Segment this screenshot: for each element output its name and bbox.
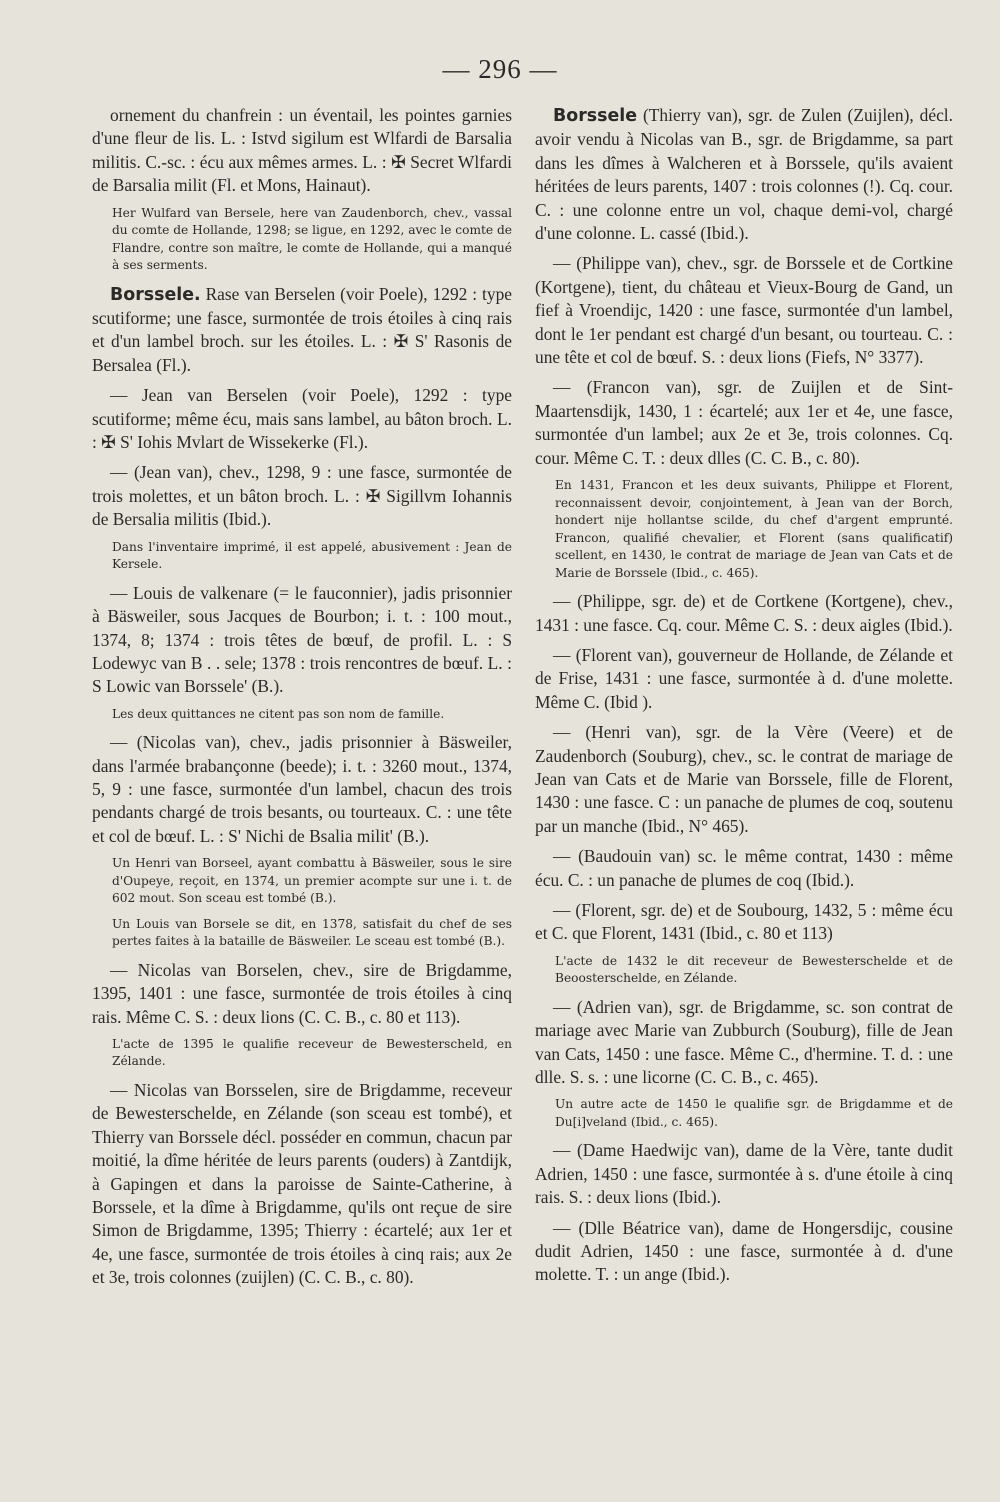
entry-text: L'acte de 1432 le dit receveur de Bewesterschelde et de Beoosterschelde, en Zélande.	[555, 953, 953, 986]
footnote-paragraph	[92, 1036, 512, 1071]
entry-text: — (Florent, sgr. de) et de Soubourg, 1432, 5 : même écu et C. que Florent, 1431 (Ibid., c. 80 et 113)	[535, 899, 953, 944]
entry-text: — (Francon van), sgr. de Zuijlen et de Sint-Maartensdijk, 1430, 1 : écartelé; aux 1er et 4e, une fasce, surmontée d'un lambel; aux 2e et 3e, trois colonnes. Cq. cour. Même C. T. : deux dlles (C. C. B., c. 80).	[535, 377, 953, 468]
entry-text: En 1431, Francon et les deux suivants, Philippe et Florent, reconnaissent devoir, conjointement, à Jean van der Borch, hondert nije hollantse scilde, du chef d'argent emprunté. Francon, qualifié chevalier, et Florent (sans qualificatif) scellent, en 1430, le contrat de mariage de Jean van Cats et de Marie de Borssele (Ibid., c. 465).	[555, 478, 953, 580]
footnote-paragraph	[92, 855, 512, 908]
entry-text: — (Dlle Béatrice van), dame de Hongersdijc, cousine dudit Adrien, 1450 : une fasce, surmontée à d. d'une molette. T. : un ange (Ibid.).	[535, 1217, 953, 1285]
entry-text: — Louis de valkenare (= le fauconnier), jadis prisonnier à Bäsweiler, sous Jacques de Bourbon; i. t. : 100 mout., 1374, 8; 1374 : trois têtes de bœuf, de profil. L. : S Lodewyc van B . . sele; 1378 : trois rencontres de bœuf. L. : S Lowic van Borssele' (B.).	[92, 582, 512, 697]
footnote-paragraph	[92, 205, 512, 275]
footnote-paragraph	[535, 953, 953, 988]
entry-headword: Borssele.	[110, 284, 201, 305]
entry-text: Un Louis van Borsele se dit, en 1378, satisfait du chef de ses pertes faites à la bataille de Bäsweiler. Le sceau est tombé (B.).	[112, 916, 512, 949]
entry-text: — (Dame Haedwijc van), dame de la Vère, tante dudit Adrien, 1450 : une fasce, surmontée à s. d'une étoile à cinq rais. S. : deux lions (Ibid.).	[535, 1140, 953, 1208]
entry-text: ornement du chanfrein : un éventail, les pointes garnies d'une fleur de lis. L. : Istvd sigilum est Wlfardi de Barsalia militis. C.-sc. : écu aux mêmes armes. L. : ✠ Secret Wlfardi de Barsalia milit (Fl. et Mons, Hainaut).	[92, 105, 512, 196]
entry-text: — Nicolas van Borsselen, sire de Brigdamme, receveur de Bewesterschelde, en Zélande (son sceau est tombé), et Thierry van Borssele décl. posséder en commun, chacun par moitié, la dîme héritée de leurs parents (ouders) à Zantdijk, à Gapingen et dans la paroisse de Sainte-Catherine, à Borssele, et la dîme à Brigdamme, qu'ils ont reçue de sire Simon de Brigdamme, 1395; Thierry : écartelé; aux 1er et 4e, une fasce, surmontée de trois étoiles à cinq rais; aux 2e et 3e, trois colonnes (zuijlen) (C. C. B., c. 80).	[92, 1079, 512, 1288]
footnote-paragraph	[92, 916, 512, 951]
entry-paragraph	[535, 252, 953, 369]
entry-text: Les deux quittances ne citent pas son nom de famille.	[112, 706, 445, 721]
entry-text: — (Jean van), chev., 1298, 9 : une fasce, surmontée de trois molettes, et un bâton broch. L. : ✠ Sigillvm Iohannis de Bersalia militis (Ibid.).	[92, 462, 512, 530]
entry-text: — (Baudouin van) sc. le même contrat, 1430 : même écu. C. : un panache de plumes de coq (Ibid.).	[535, 846, 953, 890]
entry-paragraph	[535, 721, 953, 838]
entry-text: — (Nicolas van), chev., jadis prisonnier à Bäsweiler, dans l'armée brabançonne (beede); i. t. : 3260 mout., 1374, 5, 9 : une fasce, surmontée d'un lambel, chacun des trois pendants chargé de trois besants, ou tourteaux. C. : une tête et col de bœuf. L. : S' Nichi de Bsalia milit' (B.).	[92, 732, 512, 846]
left-column	[92, 104, 512, 1297]
footnote-paragraph	[535, 477, 953, 582]
entry-paragraph	[535, 1217, 953, 1287]
entry-paragraph	[535, 644, 953, 714]
entry-text: — Nicolas van Borselen, chev., sire de Brigdamme, 1395, 1401 : une fasce, surmontée de trois étoiles à cinq rais. Même C. S. : deux lions (C. C. B., c. 80 et 113).	[92, 959, 512, 1027]
entry-paragraph	[535, 1139, 953, 1209]
entry-text: Un autre acte de 1450 le qualifie sgr. de Brigdamme et de Du[i]veland (Ibid., c. 465).	[555, 1097, 953, 1129]
entry-text: Rase van Berselen (voir Poele), 1292 : type scutiforme; une fasce, surmontée de trois étoiles à cinq rais et d'un lambel broch. sur les étoiles. L. : ✠ S' Rasonis de Bersalea (Fl.).	[92, 283, 512, 375]
entry-text: Un Henri van Borseel, ayant combattu à Bäsweiler, sous le sire d'Oupeye, reçoit, en 1374, un premier acompte sur une i. t. de 602 mout. Son sceau est tombé (B.).	[112, 856, 512, 906]
entry-paragraph	[92, 959, 512, 1029]
footnote-paragraph	[92, 539, 512, 574]
entry-text: L'acte de 1395 le qualifie receveur de Bewesterscheld, en Zélande.	[112, 1036, 512, 1069]
entry-paragraph	[92, 384, 512, 454]
entry-paragraph	[535, 590, 953, 637]
entry-text: — (Florent van), gouverneur de Hollande, de Zélande et de Frise, 1431 : une fasce, surmontée à d. d'une molette. Même C. (Ibid ).	[535, 644, 953, 712]
entry-paragraph	[92, 582, 512, 699]
entry-paragraph	[92, 104, 512, 198]
entry-paragraph	[535, 899, 953, 946]
footnote-paragraph	[535, 1096, 953, 1131]
entry-text: — (Adrien van), sgr. de Brigdamme, sc. son contrat de mariage avec Marie van Zubburch (Souburg), fille de Jean van Cats, 1450 : une fasce. Même C., d'hermine. T. d. : une dlle. S. s. : une licorne (C. C. B., c. 465).	[535, 996, 953, 1087]
page-number: — 296 —	[442, 54, 558, 84]
footnote-paragraph	[92, 706, 512, 724]
entry-text: — (Henri van), sgr. de la Vère (Veere) et de Zaudenborch (Souburg), chev., sc. le contrat de mariage de Jean van Cats et de Marie van Borssele, fille de Florent, 1430 : une fasce. C : un panache de plumes de coq, soutenu par un manche (Ibid., N° 465).	[535, 722, 953, 836]
entry-headword: Borssele	[553, 106, 638, 126]
entry-paragraph	[535, 104, 953, 245]
entry-text: Her Wulfard van Bersele, here van Zaudenborch, chev., vassal du comte de Hollande, 1298; se ligue, en 1292, avec le comte de Flandre, contre son maître, le comte de Hollande, qui a manqué à ses serments.	[112, 205, 512, 273]
entry-paragraph	[92, 1079, 512, 1290]
entry-paragraph	[535, 845, 953, 892]
entry-paragraph	[535, 996, 953, 1090]
entry-paragraph	[92, 283, 512, 378]
entry-paragraph	[92, 461, 512, 531]
entry-paragraph	[535, 376, 953, 470]
entry-text: Dans l'inventaire imprimé, il est appelé, abusivement : Jean de Kersele.	[112, 539, 512, 572]
entry-text: (Thierry van), sgr. de Zulen (Zuijlen), décl. avoir vendu à Nicolas van B., sgr. de Brigdamme, sa part dans les dîmes à Walcheren et à Borssele, qu'ils avaient héritées de leurs parents, 1407 : trois colonnes (!). Cq. cour. C. : une colonne entre un vol, chaque demi-vol, chargé d'une colonne. L. cassé (Ibid.).	[535, 105, 953, 244]
right-column	[535, 104, 953, 1294]
entry-text: — (Philippe, sgr. de) et de Cortkene (Kortgene), chev., 1431 : une fasce. Cq. cour. Même C. S. : deux aigles (Ibid.).	[535, 591, 953, 635]
entry-text: — Jean van Berselen (voir Poele), 1292 : type scutiforme; même écu, mais sans lambel, au bâton broch. L. : ✠ S' Iohis Mvlart de Wissekerke (Fl.).	[92, 385, 512, 453]
entry-text: — (Philippe van), chev., sgr. de Borssele et de Cortkine (Kortgene), tient, du château et Vieux-Bourg de Gand, un fief à Vroendijc, 1420 : une fasce, surmontée d'un lambel, dont le 1er pendant est chargé d'un besant, ou tourteau. C. : une tête et col de bœuf. S. : deux lions (Fiefs, N° 3377).	[535, 253, 953, 368]
entry-paragraph	[92, 731, 512, 848]
